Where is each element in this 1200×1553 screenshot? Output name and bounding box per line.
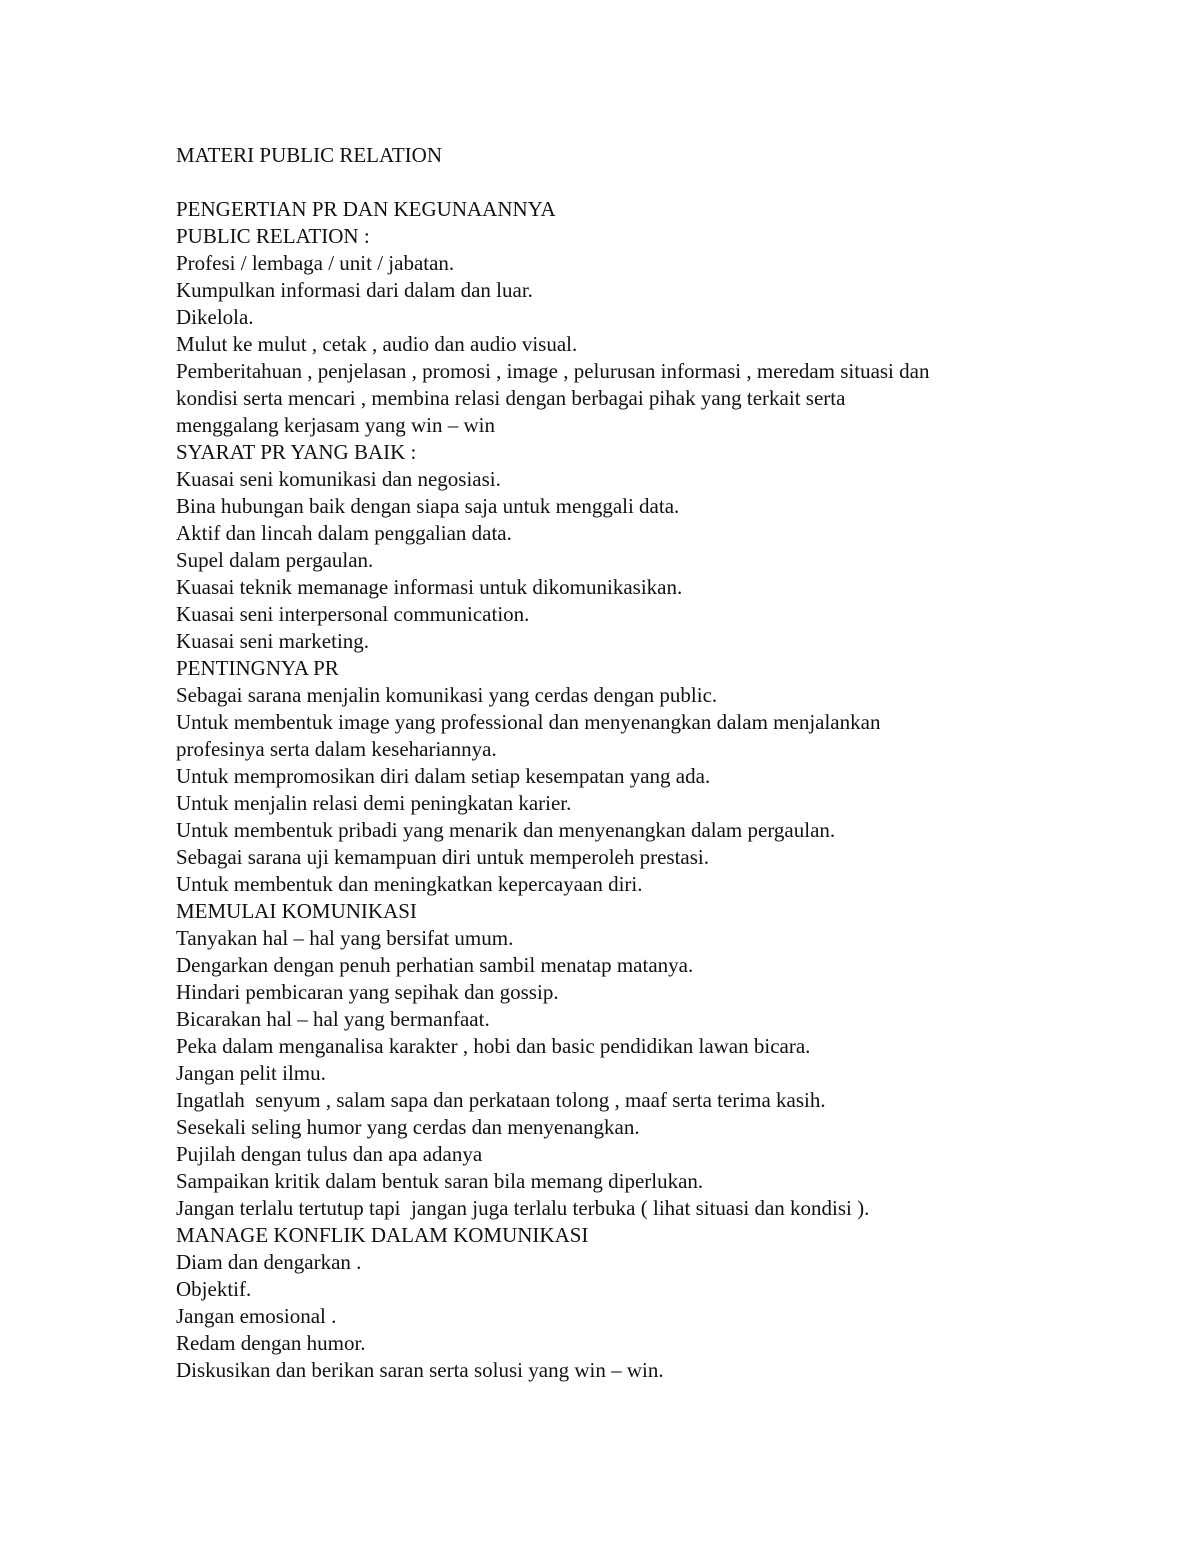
text-line: Sebagai sarana uji kemampuan diri untuk memperoleh prestasi.	[176, 845, 710, 869]
text-line: Hindari pembicaran yang sepihak dan gossip.	[176, 980, 559, 1004]
text-line: Redam dengan humor.	[176, 1331, 366, 1355]
text-line: profesinya serta dalam kesehariannya.	[176, 737, 497, 761]
text-line: Dikelola.	[176, 305, 254, 329]
text-line: PENTINGNYA PR	[176, 656, 339, 680]
text-line: Untuk mempromosikan diri dalam setiap kesempatan yang ada.	[176, 764, 711, 788]
text-line: Ingatlah senyum , salam sapa dan perkataan tolong , maaf serta terima kasih.	[176, 1088, 826, 1112]
text-line: Diam dan dengarkan .	[176, 1250, 362, 1274]
text-line: Dengarkan dengan penuh perhatian sambil menatap matanya.	[176, 953, 694, 977]
text-line: Peka dalam menganalisa karakter , hobi dan basic pendidikan lawan bicara.	[176, 1034, 811, 1058]
text-line: Untuk membentuk image yang professional dan menyenangkan dalam menjalankan	[176, 710, 881, 734]
text-line: Untuk membentuk pribadi yang menarik dan menyenangkan dalam pergaulan.	[176, 818, 836, 842]
text-line: Pujilah dengan tulus dan apa adanya	[176, 1142, 483, 1166]
text-line: Diskusikan dan berikan saran serta solusi yang win – win.	[176, 1358, 664, 1382]
text-line: Mulut ke mulut , cetak , audio dan audio visual.	[176, 332, 578, 356]
text-line: Jangan terlalu tertutup tapi jangan juga terlalu terbuka ( lihat situasi dan kondisi ).	[176, 1196, 870, 1220]
text-line: Pemberitahuan , penjelasan , promosi , image , pelurusan informasi , meredam situasi dan	[176, 359, 930, 383]
text-line: Kuasai seni marketing.	[176, 629, 370, 653]
text-line: Bicarakan hal – hal yang bermanfaat.	[176, 1007, 490, 1031]
text-line: Untuk menjalin relasi demi peningkatan karier.	[176, 791, 572, 815]
text-line: Objektif.	[176, 1277, 252, 1301]
text-line: Bina hubungan baik dengan siapa saja untuk menggali data.	[176, 494, 680, 518]
text-line: Sebagai sarana menjalin komunikasi yang cerdas dengan public.	[176, 683, 718, 707]
text-line: Aktif dan lincah dalam penggalian data.	[176, 521, 512, 545]
document-title: MATERI PUBLIC RELATION	[176, 143, 442, 167]
text-line: Sesekali seling humor yang cerdas dan menyenangkan.	[176, 1115, 640, 1139]
text-line: Profesi / lembaga / unit / jabatan.	[176, 251, 455, 275]
text-line: SYARAT PR YANG BAIK :	[176, 440, 417, 464]
text-line: Jangan pelit ilmu.	[176, 1061, 326, 1085]
text-line: PUBLIC RELATION :	[176, 224, 370, 248]
text-line: PENGERTIAN PR DAN KEGUNAANNYA	[176, 197, 556, 221]
text-line: Tanyakan hal – hal yang bersifat umum.	[176, 926, 514, 950]
document-body	[176, 142, 1056, 1384]
text-line: MANAGE KONFLIK DALAM KOMUNIKASI	[176, 1223, 589, 1247]
text-line: MEMULAI KOMUNIKASI	[176, 899, 417, 923]
text-line: Untuk membentuk dan meningkatkan kepercayaan diri.	[176, 872, 643, 896]
text-line: menggalang kerjasam yang win – win	[176, 413, 495, 437]
text-line: Kuasai seni komunikasi dan negosiasi.	[176, 467, 501, 491]
text-line: Kumpulkan informasi dari dalam dan luar.	[176, 278, 533, 302]
text-line: Jangan emosional .	[176, 1304, 337, 1328]
text-line: kondisi serta mencari , membina relasi dengan berbagai pihak yang terkait serta	[176, 386, 846, 410]
text-line: Supel dalam pergaulan.	[176, 548, 374, 572]
text-line: Kuasai teknik memanage informasi untuk dikomunikasikan.	[176, 575, 683, 599]
text-line: Kuasai seni interpersonal communication.	[176, 602, 530, 626]
text-line: Sampaikan kritik dalam bentuk saran bila memang diperlukan.	[176, 1169, 704, 1193]
